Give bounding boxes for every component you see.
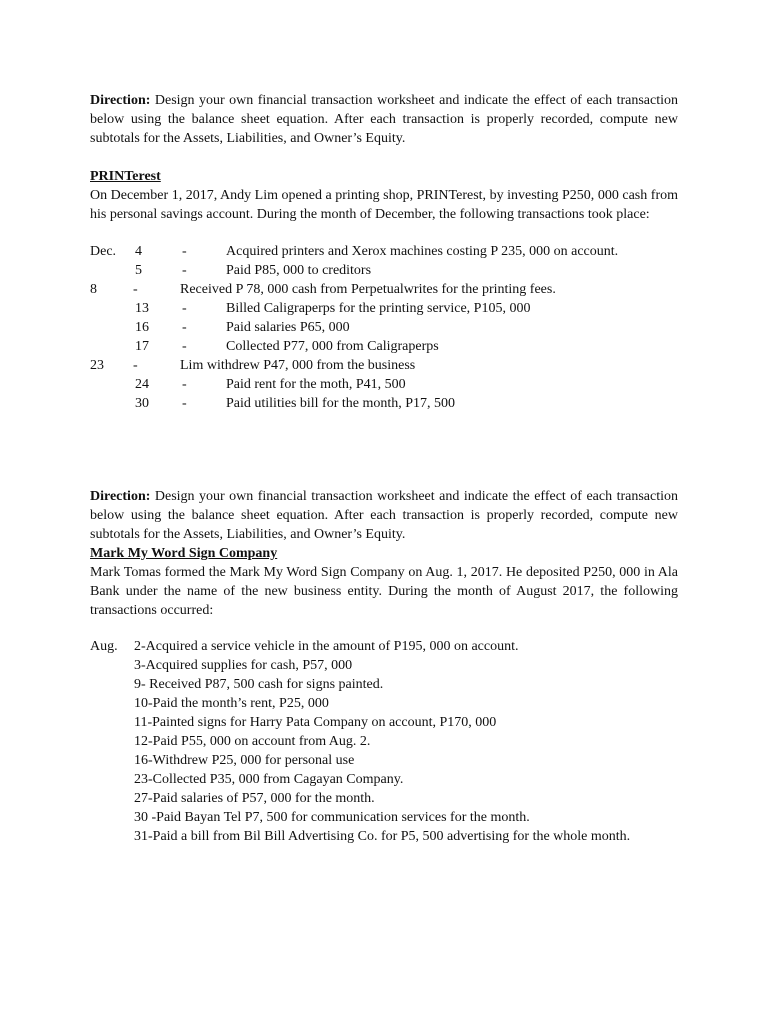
transaction-description: Collected P77, 000 from Caligraperps xyxy=(226,339,439,354)
transaction-day: 16 xyxy=(135,320,149,335)
transaction-dash: - xyxy=(182,339,187,354)
section1-direction-label: Direction: xyxy=(90,93,151,108)
transaction-row xyxy=(90,637,690,656)
transaction-dash: - xyxy=(133,358,138,373)
transaction-dash: - xyxy=(182,244,187,259)
transaction-description: Acquired printers and Xerox machines costing P 235, 000 on account. xyxy=(226,244,619,259)
transaction-row xyxy=(90,713,690,732)
transaction-row xyxy=(90,318,690,337)
transaction-day: 4 xyxy=(135,244,142,259)
transaction-row xyxy=(90,242,690,261)
transaction-row xyxy=(90,789,690,808)
transaction-row xyxy=(90,808,690,827)
transaction-description: 3-Acquired supplies for cash, P57, 000 xyxy=(134,658,353,673)
transaction-description: Paid salaries P65, 000 xyxy=(226,320,350,335)
transaction-row xyxy=(90,337,690,356)
transaction-dash: - xyxy=(182,377,187,392)
transaction-row xyxy=(90,299,690,318)
transaction-description: Billed Caligraperps for the printing service, P105, 000 xyxy=(226,301,531,316)
section1-direction xyxy=(90,91,678,148)
section2-intro: Mark Tomas formed the Mark My Word Sign Company on Aug. 1, 2017. He deposited P250, 000 in Ala Bank under the name of the new business entity. During the month of August 2017, the following transactions occurred: xyxy=(90,565,678,618)
transaction-day: 8 xyxy=(90,282,97,297)
transaction-description: 11-Painted signs for Harry Pata Company on account, P170, 000 xyxy=(134,715,497,730)
transaction-dash: - xyxy=(182,320,187,335)
transaction-row xyxy=(90,656,690,675)
transaction-description: Paid rent for the moth, P41, 500 xyxy=(226,377,406,392)
section1-intro: On December 1, 2017, Andy Lim opened a printing shop, PRINTerest, by investing P250, 000 cash from his personal savings account. During the month of December, the following transactions took place: xyxy=(90,188,678,222)
transaction-description: 12-Paid P55, 000 on account from Aug. 2. xyxy=(134,734,371,749)
transaction-description: 2-Acquired a service vehicle in the amount of P195, 000 on account. xyxy=(134,639,519,654)
transaction-day: 30 xyxy=(135,396,149,411)
transaction-month: Aug. xyxy=(90,639,118,654)
transaction-dash: - xyxy=(182,396,187,411)
transaction-day: 5 xyxy=(135,263,142,278)
section2-title-block xyxy=(90,544,678,563)
transaction-description: 10-Paid the month’s rent, P25, 000 xyxy=(134,696,329,711)
transaction-description: Lim withdrew P47, 000 from the business xyxy=(180,358,416,373)
section2-title: Mark My Word Sign Company xyxy=(90,546,278,561)
transaction-description: 27-Paid salaries of P57, 000 for the month. xyxy=(134,791,375,806)
transaction-dash: - xyxy=(182,301,187,316)
transaction-dash: - xyxy=(133,282,138,297)
transaction-day: 13 xyxy=(135,301,149,316)
transaction-row xyxy=(90,694,690,713)
transaction-day: 17 xyxy=(135,339,149,354)
section2-direction xyxy=(90,487,678,544)
transaction-row xyxy=(90,375,690,394)
transaction-row xyxy=(90,675,690,694)
transaction-row xyxy=(90,751,690,770)
transaction-description: Paid P85, 000 to creditors xyxy=(226,263,372,278)
transaction-description: 23-Collected P35, 000 from Cagayan Company. xyxy=(134,772,404,787)
section2-direction-text: Design your own financial transaction worksheet and indicate the effect of each transaction below using the balance sheet equation. After each transaction is properly recorded, compute new subtotals for the Assets, Liabilities, and Owner’s Equity. xyxy=(90,489,678,542)
transaction-description: 16-Withdrew P25, 000 for personal use xyxy=(134,753,355,768)
transaction-row xyxy=(90,394,690,413)
section1-title: PRINTerest xyxy=(90,169,161,184)
section2-direction-label: Direction: xyxy=(90,489,151,504)
transaction-row xyxy=(90,827,690,846)
transaction-day: 23 xyxy=(90,358,104,373)
section1-title-block xyxy=(90,167,678,186)
transaction-description: Paid utilities bill for the month, P17, 500 xyxy=(226,396,456,411)
transaction-day: 24 xyxy=(135,377,149,392)
transaction-row xyxy=(90,261,690,280)
transaction-row xyxy=(90,770,690,789)
transaction-row xyxy=(90,732,690,751)
transaction-row xyxy=(90,356,690,375)
transaction-description: 30 -Paid Bayan Tel P7, 500 for communication services for the month. xyxy=(134,810,530,825)
transaction-description: 31-Paid a bill from Bil Bill Advertising Co. for P5, 500 advertising for the whole month. xyxy=(134,829,631,844)
transaction-row xyxy=(90,280,690,299)
section1-direction-text: Design your own financial transaction worksheet and indicate the effect of each transaction below using the balance sheet equation. After each transaction is properly recorded, compute new subtotals for the Assets, Liabilities, and Owner’s Equity. xyxy=(90,93,678,146)
transaction-description: 9- Received P87, 500 cash for signs painted. xyxy=(134,677,384,692)
transaction-month: Dec. xyxy=(90,244,117,259)
transaction-description: Received P 78, 000 cash from Perpetualwrites for the printing fees. xyxy=(180,282,556,297)
transaction-dash: - xyxy=(182,263,187,278)
